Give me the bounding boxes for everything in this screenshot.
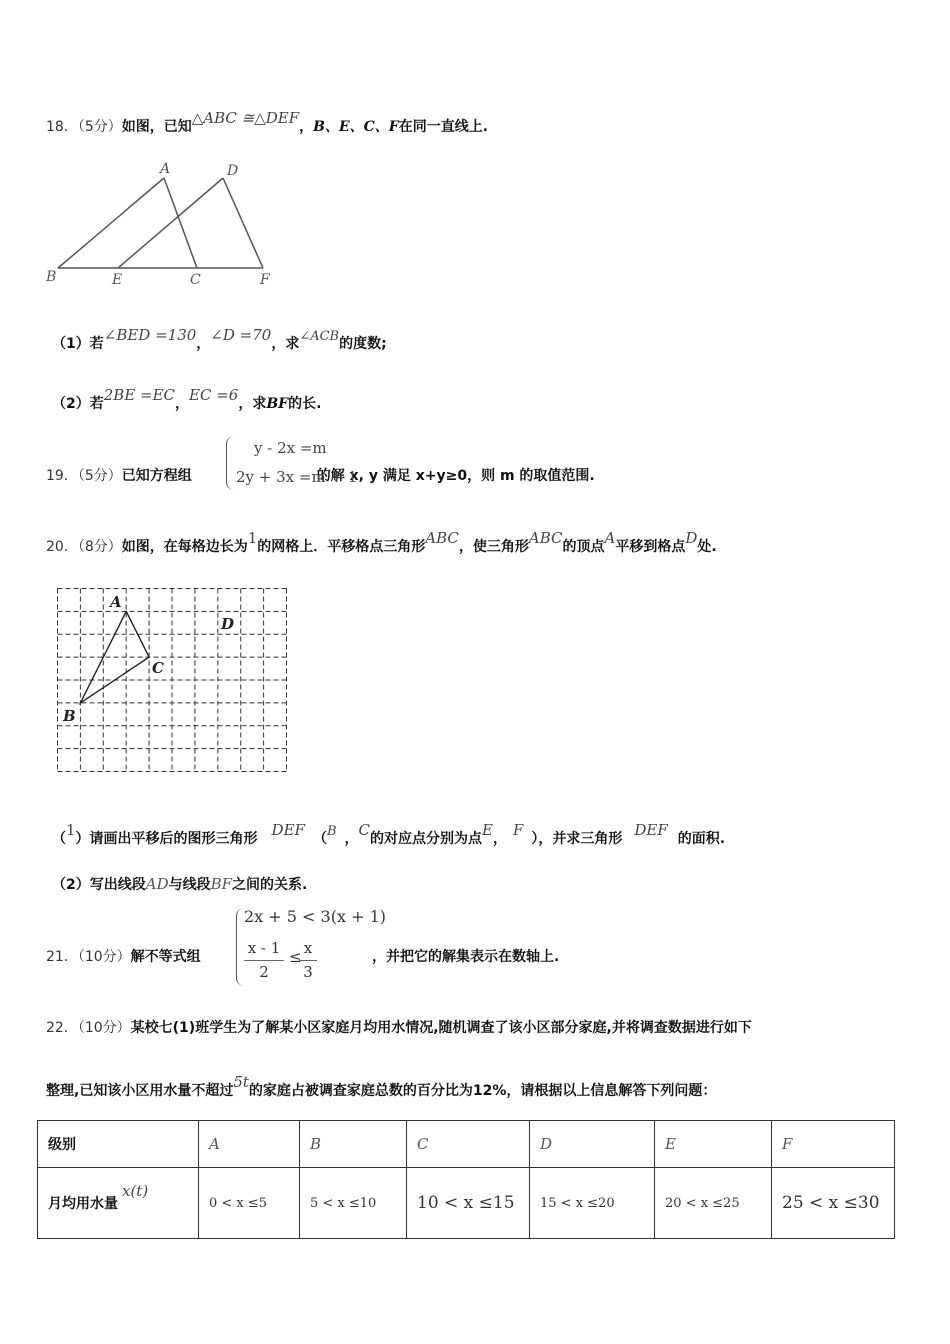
q18-label-b: B bbox=[46, 269, 57, 285]
q20-label-d: D bbox=[221, 615, 235, 633]
q21-frac2-den: 3 bbox=[303, 963, 313, 981]
table-row-label: 月均用水量x(t) bbox=[38, 1168, 199, 1239]
table-range-b: 5 < x ≤10 bbox=[300, 1168, 407, 1239]
q21-frac1-den: 2 bbox=[259, 963, 269, 981]
q22-amount: 5t bbox=[233, 1073, 249, 1091]
table-row bbox=[38, 1168, 895, 1239]
q20-part2: （2）写出线段AD与线段BF之间的关系. bbox=[52, 875, 308, 893]
q21-frac1-num: x - 1 bbox=[247, 939, 281, 957]
q19-equation-2: 2y + 3x =m + 1 bbox=[236, 468, 358, 486]
q19-brace bbox=[226, 436, 235, 490]
q20-part1: （1）请画出平移后的图形三角形 DEF （B ，C的对应点分别为点E， F ），并求三角形 DEF 的面积. bbox=[52, 821, 726, 847]
q18-label-a: A bbox=[160, 161, 171, 177]
q18-label-c: C bbox=[190, 272, 201, 288]
q18-label-f: F bbox=[260, 272, 270, 288]
table-level-a: A bbox=[199, 1121, 300, 1168]
table-level-c: C bbox=[407, 1121, 530, 1168]
q21-stem: 21．（10分）解不等式组 bbox=[46, 949, 201, 965]
q21-le: ≤ bbox=[289, 948, 302, 966]
q21-inequality-1: 2x + 5 < 3(x + 1) bbox=[244, 907, 386, 926]
q19-stem: 19．（5分）已知方程组 的解 x, y 满足 x+y≥0，则 m 的取值范围. bbox=[46, 468, 595, 484]
q22-line2: 整理,已知该小区用水量不超过5t的家庭占被调查家庭总数的百分比为12%，请根据以上信息解答下列问题： bbox=[46, 1073, 717, 1099]
q21-frac2-bar bbox=[299, 960, 317, 961]
q21-frac1-bar bbox=[244, 960, 284, 961]
q20-stem: 20．（8分）如图，在每格边长为1的网格上．平移格点三角形ABC，使三角形ABC的顶点A平移到格点D处. bbox=[46, 529, 717, 555]
table-range-d: 15 < x ≤20 bbox=[530, 1168, 655, 1239]
table-header-label: 级别 bbox=[38, 1121, 199, 1168]
q18-points: B、E、C、F bbox=[313, 119, 399, 135]
table-range-a: 0 < x ≤5 bbox=[199, 1168, 300, 1239]
q20-grid-figure bbox=[50, 582, 295, 778]
q18-stem: 18．（5分）如图，已知△ABC ≅△DEF，B、E、C、F在同一直线上. bbox=[46, 109, 489, 135]
q18-congruence: △ABC ≅△DEF bbox=[191, 109, 300, 127]
table-range-c: 10 < x ≤15 bbox=[407, 1168, 530, 1239]
q22-line1: 22．（10分）某校七(1)班学生为了解某小区家庭月均用水情况,随机调查了该小区部分家庭,并将调查数据进行如下 bbox=[46, 1020, 752, 1036]
q19-equation-1: y - 2x =m bbox=[254, 439, 327, 457]
q22-table bbox=[37, 1120, 895, 1239]
table-level-f: F bbox=[772, 1121, 895, 1168]
q21-tail: ，并把它的解集表示在数轴上. bbox=[372, 949, 560, 965]
table-level-e: E bbox=[655, 1121, 772, 1168]
q20-label-b: B bbox=[63, 707, 76, 725]
table-range-f: 25 < x ≤30 bbox=[772, 1168, 895, 1239]
table-level-b: B bbox=[300, 1121, 407, 1168]
q18-label-d: D bbox=[227, 163, 239, 179]
q18-triangle-figure bbox=[40, 155, 280, 290]
table-range-e: 20 < x ≤25 bbox=[655, 1168, 772, 1239]
q20-label-a: A bbox=[110, 593, 122, 611]
table-level-d: D bbox=[530, 1121, 655, 1168]
q18-part2: （2）若2BE =EC，EC =6，求BF的长. bbox=[52, 386, 322, 412]
q21-frac2-num: x bbox=[303, 939, 313, 957]
q20-label-c: C bbox=[152, 659, 164, 677]
table-row bbox=[38, 1121, 895, 1168]
q18-label-e: E bbox=[112, 272, 123, 288]
q18-part1: （1）若∠BED =130，∠D =70，求∠ACB的度数; bbox=[52, 326, 387, 352]
